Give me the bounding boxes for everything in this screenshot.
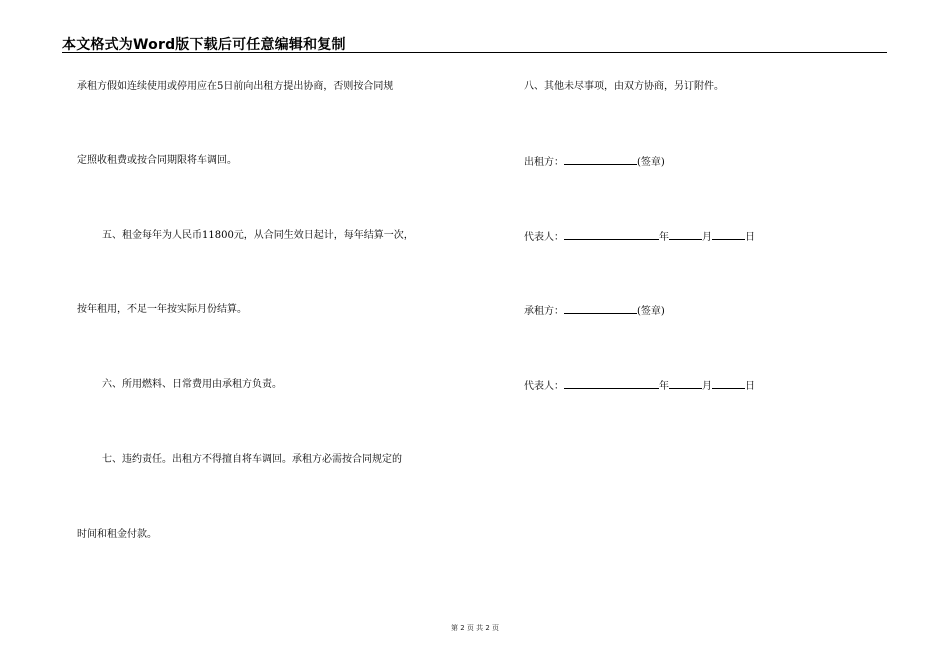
lessor-label: 出租方： <box>524 157 564 168</box>
day-label: 日 <box>745 232 755 243</box>
lessee-seal: (签章) <box>637 306 665 317</box>
paragraph-line: 六、所用燃料、日常费用由承租方负责。 <box>102 379 282 390</box>
lessor-signature-line <box>524 155 665 169</box>
page-number: 第 2 页 共 2 页 <box>450 624 500 632</box>
representative-line-2 <box>524 379 755 393</box>
paragraph-line: 按年租用，不足一年按实际月份结算。 <box>77 304 247 315</box>
header-divider <box>62 52 887 53</box>
paragraph-line: 定照收租费或按合同期限将车调回。 <box>77 155 237 166</box>
year-label: 年 <box>659 381 669 392</box>
page-header-title: 本文格式为Word版下载后可任意编辑和复制 <box>62 37 346 53</box>
lessee-blank <box>564 304 637 314</box>
representative-blank <box>564 379 659 389</box>
day-label: 日 <box>745 381 755 392</box>
month-label: 月 <box>702 381 712 392</box>
clause-eight: 八、其他未尽事项，由双方协商，另订附件。 <box>524 81 724 92</box>
paragraph-line: 七、违约责任。出租方不得擅自将车调回。承租方必需按合同规定的 <box>102 454 402 465</box>
representative-line-1 <box>524 230 755 244</box>
lessee-label: 承租方： <box>524 306 564 317</box>
lessor-seal: (签章) <box>637 157 665 168</box>
representative-label: 代表人： <box>524 232 564 243</box>
day-blank <box>712 230 745 240</box>
lessor-blank <box>564 155 637 165</box>
paragraph-line: 时间和租金付款。 <box>77 529 157 540</box>
paragraph-line: 五、租金每年为人民币11800元，从合同生效日起计，每年结算一次， <box>102 230 414 241</box>
day-blank <box>712 379 745 389</box>
month-label: 月 <box>702 232 712 243</box>
month-blank <box>669 230 702 240</box>
representative-blank <box>564 230 659 240</box>
representative-label: 代表人： <box>524 381 564 392</box>
year-label: 年 <box>659 232 669 243</box>
month-blank <box>669 379 702 389</box>
lessee-signature-line <box>524 304 665 318</box>
paragraph-line: 承租方假如连续使用或停用应在5日前向出租方提出协商，否则按合同规 <box>77 81 394 92</box>
